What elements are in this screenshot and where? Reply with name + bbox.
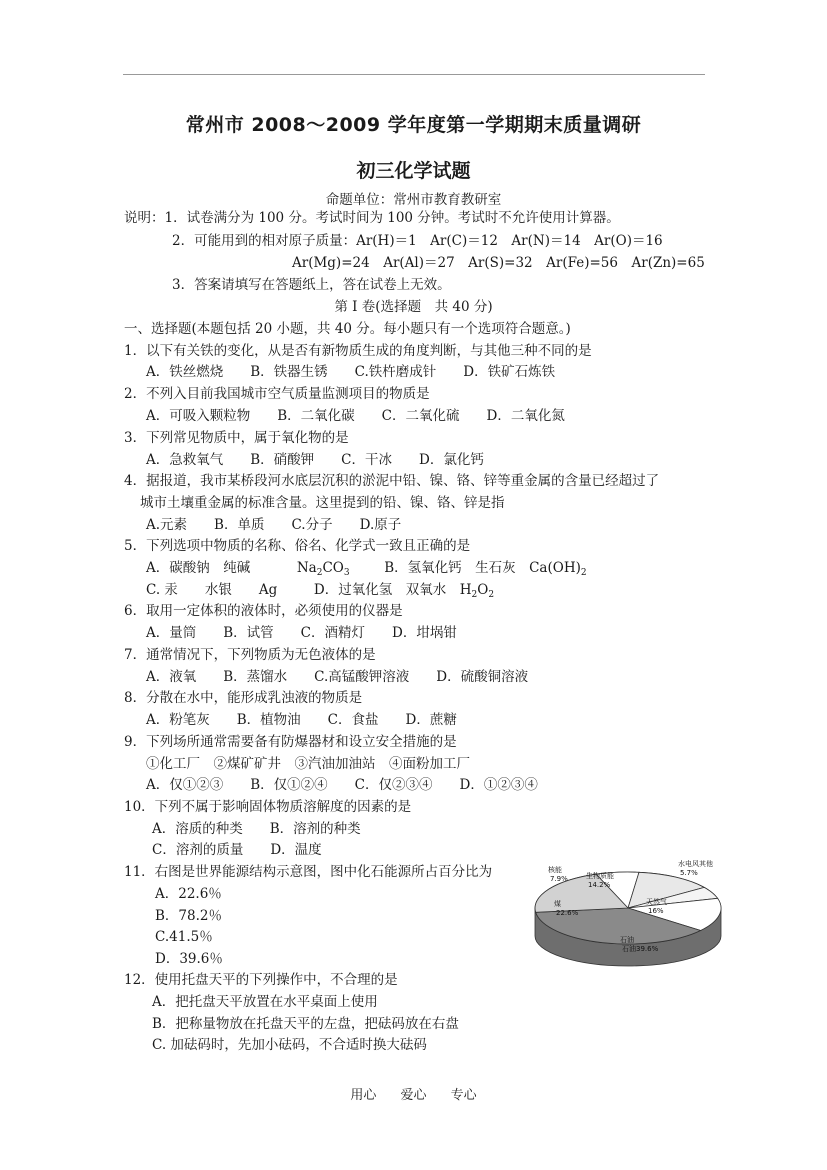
question-12-option-c: C. 加砝码时，先加小砝码，不合适时换大砝码 [152,1037,427,1053]
question-1: 1．以下有关铁的变化，从是否有新物质生成的角度判断，与其他三种不同的是 [124,343,592,359]
question-7: 7．通常情况下，下列物质为无色液体的是 [124,647,376,663]
question-11: 11．右图是世界能源结构示意图，图中化石能源所占百分比为 [124,864,493,880]
footer-motto-2: 爱心 [400,1088,427,1103]
question-5: 5．下列选项中物质的名称、俗名、化学式一致且正确的是 [124,538,471,554]
question-12-option-a: A．把托盘天平放置在水平桌面上使用 [152,994,378,1010]
issuing-unit: 命题单位：常州市教育教研室 [325,192,502,208]
question-12: 12．使用托盘天平的下列操作中，不合理的是 [124,972,398,988]
energy-structure-pie-chart [528,856,728,980]
pie-label-nuclear: 核能 [548,866,562,874]
question-3-options: A．急救氧气 B．硝酸钾 C．干冰 D．氯化钙 [146,452,484,468]
pie-label-biomass: 生物质能 [586,872,614,880]
header-rule [123,74,705,75]
exam-subtitle: 初三化学试题 [356,160,471,182]
exam-title: 常州市 2008～2009 学年度第一学期期末质量调研 [185,114,642,136]
question-4-cont: 城市土壤重金属的标准含量。这里提到的铅、镍、铬、锌是指 [140,495,505,511]
volume-heading: 第 I 卷(选择题 共 40 分) [334,299,493,315]
question-8-options: A．粉笔灰 B．植物油 C．食盐 D．蔗糖 [146,712,457,728]
pie-label-coal: 煤 [554,900,561,908]
pie-value-oil: 石油39.6% [622,945,659,953]
pie-value-hydro-wind-other: 5.7% [680,869,698,877]
question-11-option-c: C.41.5％ [155,929,213,945]
question-11-option-a: A．22.6％ [155,886,222,902]
footer-motto-3: 专心 [450,1088,477,1103]
question-4: 4．据报道，我市某桥段河水底层沉积的淤泥中铅、镍、铬、锌等重金属的含量已经超过了 [124,473,660,489]
pie-value-nuclear: 7.9% [550,875,568,883]
question-6: 6．取用一定体积的液体时，必须使用的仪器是 [124,603,403,619]
option-a-text: A．碳酸钠 纯碱 [146,560,251,576]
question-11-option-d: D．39.6％ [155,951,223,967]
part-heading: 一、选择题(本题包括 20 小题，共 40 分。每小题只有一个选项符合题意。) [124,321,571,337]
question-7-options: A．液氧 B．蒸馏水 C.高锰酸钾溶液 D．硫酸铜溶液 [146,669,529,685]
question-2-options: A．可吸入颗粒物 B．二氧化碳 C．二氧化硫 D．二氧化氮 [146,408,565,424]
question-9: 9．下列场所通常需要备有防爆器材和设立安全措施的是 [124,734,457,750]
footer-motto-1: 用心 [350,1088,377,1103]
option-b-text: B．氢氧化钙 生石灰 Ca(OH) [384,560,581,576]
page-footer [0,1084,827,1103]
question-8: 8．分散在水中，能形成乳浊液的物质是 [124,690,363,706]
question-2: 2．不列入目前我国城市空气质量监测项目的物质是 [124,386,430,402]
note-2: 2．可能用到的相对原子质量：Ar(H)＝1 Ar(C)＝12 Ar(N)＝14 Ar(O)＝16 [172,233,663,249]
option-d-text: D．过氧化氢 双氧水 H [313,582,472,598]
question-12-option-b: B．把称量物放在托盘天平的左盘，把砝码放在右盘 [152,1016,459,1032]
question-10: 10．下列不属于影响固体物质溶解度的因素的是 [124,799,412,815]
note-3: 3．答案请填写在答题纸上，答在试卷上无效。 [172,277,451,293]
note-1: 说明：1．试卷满分为 100 分。考试时间为 100 分钟。考试时不允许使用计算器。 [124,210,620,226]
question-10-options-cd: C．溶剂的质量 D．温度 [152,842,322,858]
question-10-options-ab: A．溶质的种类 B．溶剂的种类 [152,821,361,837]
question-4-options: A.元素 B．单质 C.分子 D.原子 [146,517,402,533]
pie-value-biomass: 14.2% [588,881,611,889]
pie-label-hydro-wind-other: 水电风其他 [678,860,713,868]
pie-label-oil: 石油 [620,936,634,944]
question-5-options-cd: C. 汞 水银 Ag D．过氧化氢 双氧水 $H_2O_2$ [146,582,495,600]
question-11-option-b: B．78.2％ [155,908,222,924]
question-9-options: A．仅①②③ B．仅①②④ C．仅②③④ D．①②③④ [146,777,538,793]
question-9-statements: ①化工厂 ②煤矿矿井 ③汽油加油站 ④面粉加工厂 [146,756,470,772]
question-3: 3．下列常见物质中，属于氧化物的是 [124,430,349,446]
pie-label-natural-gas: 天然气 [646,898,667,906]
pie-value-natural-gas: 16% [648,907,664,915]
option-a-formula: $Na_2CO_3$ [296,560,350,578]
question-1-options: A．铁丝燃烧 B．铁器生锈 C.铁杵磨成针 D．铁矿石炼铁 [146,364,556,380]
question-5-options-ab: A．碳酸钠 纯碱 $Na_2CO_3$ B．氢氧化钙 生石灰 $Ca(OH)_2$ [146,560,587,578]
option-c-text: C. 汞 水银 Ag [146,582,278,598]
note-2-cont: Ar(Mg)=24 Ar(Al)＝27 Ar(S)=32 Ar(Fe)=56 Ar(Zn)=65 [292,255,705,271]
question-6-options: A．量筒 B．试管 C．酒精灯 D．坩埚钳 [146,625,457,641]
pie-value-coal: 22.6% [556,909,579,917]
